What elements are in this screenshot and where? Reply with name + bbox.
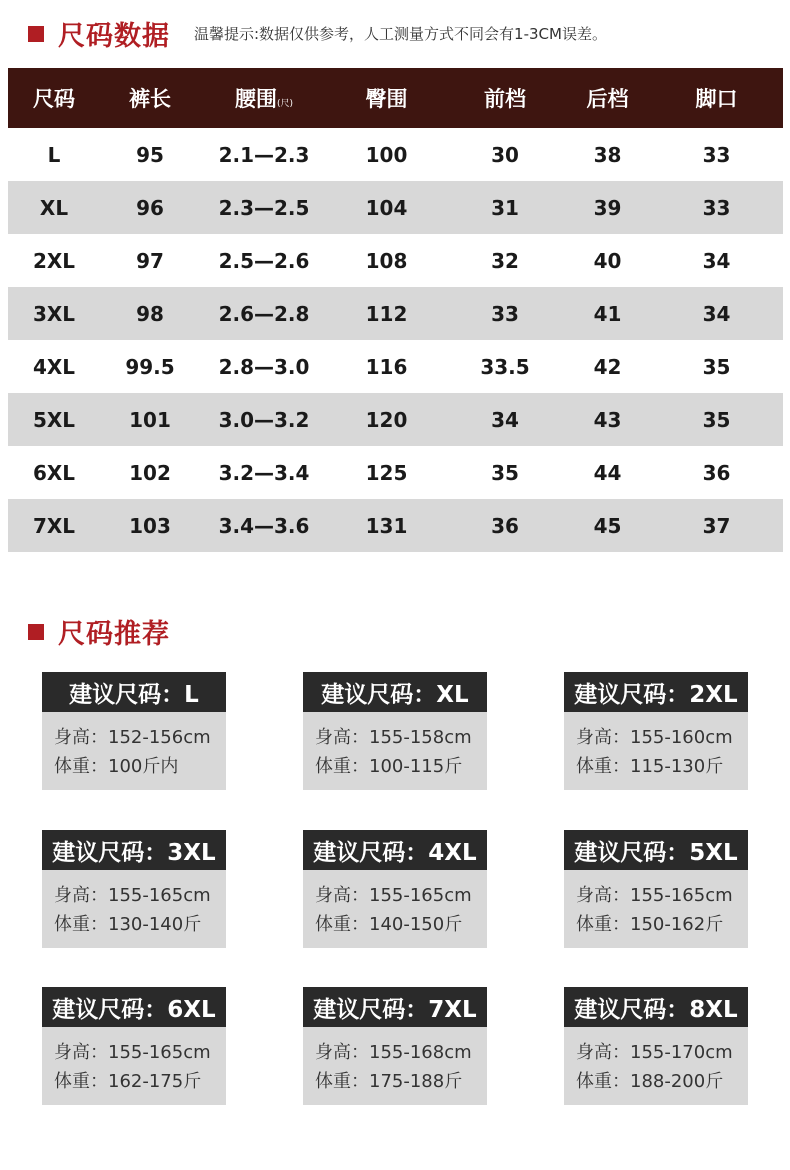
table-cell: 33 — [650, 181, 783, 234]
size-card-body — [42, 870, 226, 948]
table-cell: 102 — [129, 460, 171, 485]
size-card-body — [303, 1027, 487, 1105]
table-cell: 42 — [593, 354, 622, 379]
table-cell: 103 — [100, 499, 200, 552]
table-cell: 40 — [593, 248, 622, 273]
table-cell: 36 — [445, 499, 565, 552]
table-cell: 36 — [702, 460, 731, 485]
size-data-header — [28, 14, 607, 53]
column-header: 臀围 — [328, 68, 445, 128]
table-cell: 3.0—3.2 — [200, 393, 328, 446]
size-card-weight: 体重：150-162斤 — [576, 914, 724, 935]
size-card-weight: 体重：162-175斤 — [54, 1071, 202, 1092]
size-recommend-title: 尺码推荐 — [58, 619, 170, 650]
table-row — [8, 128, 783, 181]
table-cell: 31 — [445, 181, 565, 234]
size-card-height: 身高：155-165cm — [54, 885, 211, 906]
size-card-body — [303, 712, 487, 790]
size-card — [42, 987, 226, 1105]
table-cell: 45 — [565, 499, 650, 552]
table-row — [8, 340, 783, 393]
size-card-weight: 体重：100斤内 — [54, 756, 179, 777]
size-card-height: 身高：155-170cm — [576, 1042, 733, 1063]
table-cell: 33 — [445, 287, 565, 340]
table-cell: 33.5 — [480, 354, 530, 379]
size-card-title: 建议尺码：3XL — [42, 830, 226, 870]
table-header-row — [8, 68, 783, 128]
size-card-weight: 体重：115-130斤 — [576, 756, 724, 777]
table-cell: 120 — [328, 393, 445, 446]
size-card-body — [303, 870, 487, 948]
size-card-body — [564, 712, 748, 790]
table-row — [8, 393, 783, 446]
table-cell: 43 — [565, 393, 650, 446]
table-cell: 35 — [702, 354, 731, 379]
size-card-title: 建议尺码：5XL — [564, 830, 748, 870]
table-cell: 112 — [328, 287, 445, 340]
size-card — [564, 987, 748, 1105]
table-cell: 96 — [100, 181, 200, 234]
size-card-weight: 体重：175-188斤 — [315, 1071, 463, 1092]
table-cell: 2.8—3.0 — [218, 354, 310, 379]
column-header-waist — [200, 68, 328, 128]
table-cell: 131 — [328, 499, 445, 552]
size-card-title: 建议尺码：7XL — [303, 987, 487, 1027]
table-cell: 35 — [650, 393, 783, 446]
size-card — [42, 672, 226, 790]
size-card-body — [564, 1027, 748, 1105]
size-card — [564, 672, 748, 790]
section-square-icon — [28, 26, 44, 42]
table-cell: 44 — [593, 460, 622, 485]
table-row — [8, 499, 783, 552]
size-card-title: 建议尺码：XL — [303, 672, 487, 712]
size-card — [564, 830, 748, 948]
size-card-title: 建议尺码：2XL — [564, 672, 748, 712]
size-card-height: 身高：155-160cm — [576, 727, 733, 748]
size-card-body — [42, 1027, 226, 1105]
table-cell: 98 — [100, 287, 200, 340]
table-cell: 116 — [365, 354, 408, 379]
table-cell: 101 — [100, 393, 200, 446]
size-table — [8, 68, 783, 552]
column-header: 脚口 — [650, 68, 783, 128]
table-cell: 30 — [491, 142, 519, 167]
table-cell: 2.3—2.5 — [200, 181, 328, 234]
size-recommend-header — [28, 612, 170, 651]
size-data-title: 尺码数据 — [58, 21, 170, 52]
table-cell: 100 — [365, 142, 408, 167]
size-card-height: 身高：155-168cm — [315, 1042, 472, 1063]
waist-unit: (尺) — [276, 99, 294, 109]
table-cell: 4XL — [32, 354, 76, 379]
size-card-title: 建议尺码：4XL — [303, 830, 487, 870]
table-cell: 99.5 — [125, 354, 175, 379]
size-card-height: 身高：152-156cm — [54, 727, 211, 748]
size-card-weight: 体重：140-150斤 — [315, 914, 463, 935]
table-cell: 95 — [136, 142, 164, 167]
table-cell: 41 — [565, 287, 650, 340]
table-cell: 39 — [565, 181, 650, 234]
table-cell: 33 — [702, 142, 731, 167]
column-header: 裤长 — [100, 68, 200, 128]
table-cell: 5XL — [8, 393, 100, 446]
table-cell: L — [47, 142, 61, 167]
table-row — [8, 446, 783, 499]
size-card-weight: 体重：188-200斤 — [576, 1071, 724, 1092]
table-cell: 34 — [445, 393, 565, 446]
size-card-body — [42, 712, 226, 790]
table-cell: 2.5—2.6 — [218, 248, 310, 273]
size-card-height: 身高：155-165cm — [576, 885, 733, 906]
table-cell: 34 — [702, 248, 731, 273]
size-card — [303, 987, 487, 1105]
size-card-height: 身高：155-158cm — [315, 727, 472, 748]
size-card-title: 建议尺码：L — [42, 672, 226, 712]
table-cell: 97 — [136, 248, 164, 273]
table-cell: 125 — [365, 460, 408, 485]
table-cell: 37 — [650, 499, 783, 552]
table-cell: 38 — [593, 142, 622, 167]
table-row — [8, 287, 783, 340]
table-cell: 3XL — [8, 287, 100, 340]
table-cell: 32 — [491, 248, 519, 273]
table-cell: 2.6—2.8 — [200, 287, 328, 340]
table-cell: 7XL — [8, 499, 100, 552]
table-cell: 104 — [328, 181, 445, 234]
table-cell: 3.4—3.6 — [200, 499, 328, 552]
measurement-note: 温馨提示:数据仅供参考，人工测量方式不同会有1-3CM误差。 — [194, 25, 607, 43]
table-cell: 35 — [491, 460, 519, 485]
size-card-height: 身高：155-165cm — [315, 885, 472, 906]
size-card-height: 身高：155-165cm — [54, 1042, 211, 1063]
table-cell: 2.1—2.3 — [218, 142, 310, 167]
size-card — [303, 672, 487, 790]
section-square-icon — [28, 624, 44, 640]
column-header: 尺码 — [8, 68, 100, 128]
column-header-label: 腰围 — [234, 87, 277, 111]
table-cell: 3.2—3.4 — [218, 460, 310, 485]
table-cell: 6XL — [32, 460, 76, 485]
size-card-body — [564, 870, 748, 948]
size-card-title: 建议尺码：6XL — [42, 987, 226, 1027]
size-card — [42, 830, 226, 948]
table-cell: 2XL — [32, 248, 76, 273]
column-header: 后档 — [565, 68, 650, 128]
table-cell: XL — [8, 181, 100, 234]
size-card-weight: 体重：130-140斤 — [54, 914, 202, 935]
column-header: 前档 — [445, 68, 565, 128]
table-cell: 34 — [650, 287, 783, 340]
table-row — [8, 181, 783, 234]
table-row — [8, 234, 783, 287]
size-card-title: 建议尺码：8XL — [564, 987, 748, 1027]
table-cell: 108 — [365, 248, 408, 273]
size-card — [303, 830, 487, 948]
size-card-weight: 体重：100-115斤 — [315, 756, 463, 777]
